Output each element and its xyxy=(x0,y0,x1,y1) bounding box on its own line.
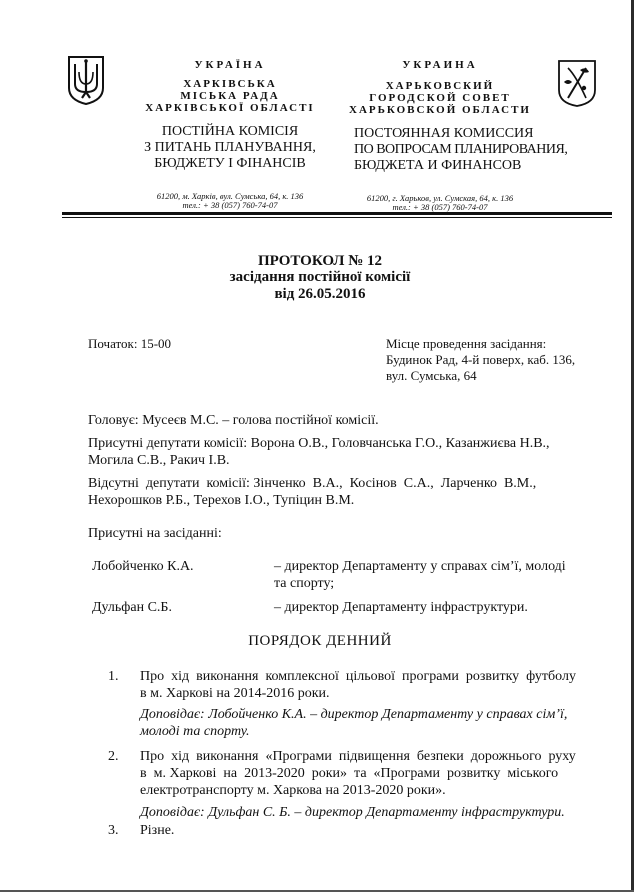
agenda-item-number: 1. xyxy=(108,669,119,684)
header-divider-thin xyxy=(62,217,612,218)
absent-deputies-line-2: Нехорошков Р.Б., Терехов І.О., Тупіцин В.М. xyxy=(88,493,355,508)
header-ua-commission-2: З ПИТАНЬ ПЛАНУВАННЯ, xyxy=(144,140,316,155)
header-ru-address-2: тел.: + 38 (057) 760-74-07 xyxy=(392,202,488,212)
header-ua-council-3: ХАРКІВСЬКОЇ ОБЛАСТІ xyxy=(145,102,315,114)
agenda-item-speaker-line-2: молоді та спорту. xyxy=(140,724,250,739)
header-ru-country: УКРАИНА xyxy=(402,59,478,71)
present-deputies-line-2: Могила С.В., Ракич І.В. xyxy=(88,453,230,468)
header-ru-commission-1: ПОСТОЯННАЯ КОМИССИЯ xyxy=(354,126,534,141)
header-ru-council-1: ХАРЬКОВСКИЙ xyxy=(385,80,495,92)
meeting-place-label: Місце проведення засідання: xyxy=(386,336,547,351)
header-ru-commission-2: ПО ВОПРОСАМ ПЛАНИРОВАНИЯ, xyxy=(354,142,568,157)
guests-label: Присутні на засіданні: xyxy=(88,526,222,541)
header-ru-commission-3: БЮДЖЕТА И ФИНАНСОВ xyxy=(354,158,522,173)
meeting-place-line-2: вул. Сумська, 64 xyxy=(386,368,477,383)
agenda-item-number: 3. xyxy=(108,823,119,838)
agenda-heading: ПОРЯДОК ДЕННИЙ xyxy=(248,633,392,649)
guest-role-line-2: та спорту; xyxy=(274,576,335,591)
protocol-date: від 26.05.2016 xyxy=(274,286,366,302)
header-ua-council-2: МІСЬКА РАДА xyxy=(180,90,280,102)
header-ua-address-1: 61200, м. Харків, вул. Сумська, 64, к. 136 xyxy=(156,191,304,201)
guest-role-line-1: – директор Департаменту інфраструктури. xyxy=(274,600,528,615)
agenda-item-speaker-line-1: Доповідає: Дульфан С. Б. – директор Департаменту інфраструктури. xyxy=(140,805,565,820)
guest-role-line-1: – директор Департаменту у справах сім’ї, молоді xyxy=(274,559,566,574)
agenda-item-text-line-3: електротранспорту м. Харкова на 2013-2020 роки». xyxy=(140,783,446,798)
kharkiv-coat-of-arms-icon xyxy=(556,58,598,108)
agenda-item-number: 2. xyxy=(108,749,119,764)
meeting-place-line-1: Будинок Рад, 4-й поверх, каб. 136, xyxy=(386,352,576,367)
trident-coat-of-arms-icon xyxy=(66,54,106,106)
meeting-start-time: Початок: 15-00 xyxy=(88,336,172,351)
agenda-item-text-line-1: Про хід виконання «Програми підвищення безпеки дорожнього руху xyxy=(140,749,576,764)
agenda-item-speaker-line-1: Доповідає: Лобойченко К.А. – директор Департаменту у справах сім’ї, xyxy=(140,707,568,722)
guest-name: Дульфан С.Б. xyxy=(92,600,172,615)
guest-name: Лобойченко К.А. xyxy=(92,559,194,574)
header-ua-address-2: тел.: + 38 (057) 760-74-07 xyxy=(182,200,278,210)
header-ua-council-1: ХАРКІВСЬКА xyxy=(183,78,277,90)
header-ru-address-1: 61200, г. Харьков, ул. Сумская, 64, к. 136 xyxy=(366,193,514,203)
header-divider-thick xyxy=(62,212,612,215)
agenda-item-text-line-1: Про хід виконання комплексної цільової програми розвитку футболу xyxy=(140,669,576,684)
protocol-subtitle: засідання постійної комісії xyxy=(229,269,411,285)
protocol-title: ПРОТОКОЛ № 12 xyxy=(257,253,383,269)
agenda-item-text-line-2: в м. Харкові на 2013-2020 роки» та «Програми розвитку міського xyxy=(140,766,559,781)
present-deputies-line-1: Присутні депутати комісії: Ворона О.В., Головчанська Г.О., Казанжиєва Н.В., xyxy=(88,436,550,451)
header-ua-commission-1: ПОСТІЙНА КОМІСІЯ xyxy=(161,124,299,139)
absent-deputies-line-1: Відсутні депутати комісії: Зінченко В.А., Косінов С.А., Ларченко В.М., xyxy=(88,476,537,491)
header-ru-council-3: ХАРЬКОВСКОЙ ОБЛАСТИ xyxy=(349,104,531,116)
header-ua-country: УКРАЇНА xyxy=(194,59,266,71)
header-ru-council-2: ГОРОДСКОЙ СОВЕТ xyxy=(369,92,511,104)
header-ua-commission-3: БЮДЖЕТУ І ФІНАНСІВ xyxy=(154,156,306,171)
agenda-item-text-line-2: в м. Харкові на 2014-2016 роки. xyxy=(140,686,330,701)
chair-line: Головує: Мусеєв М.С. – голова постійної комісії. xyxy=(88,413,379,428)
agenda-item-text-line-1: Різне. xyxy=(140,823,175,838)
